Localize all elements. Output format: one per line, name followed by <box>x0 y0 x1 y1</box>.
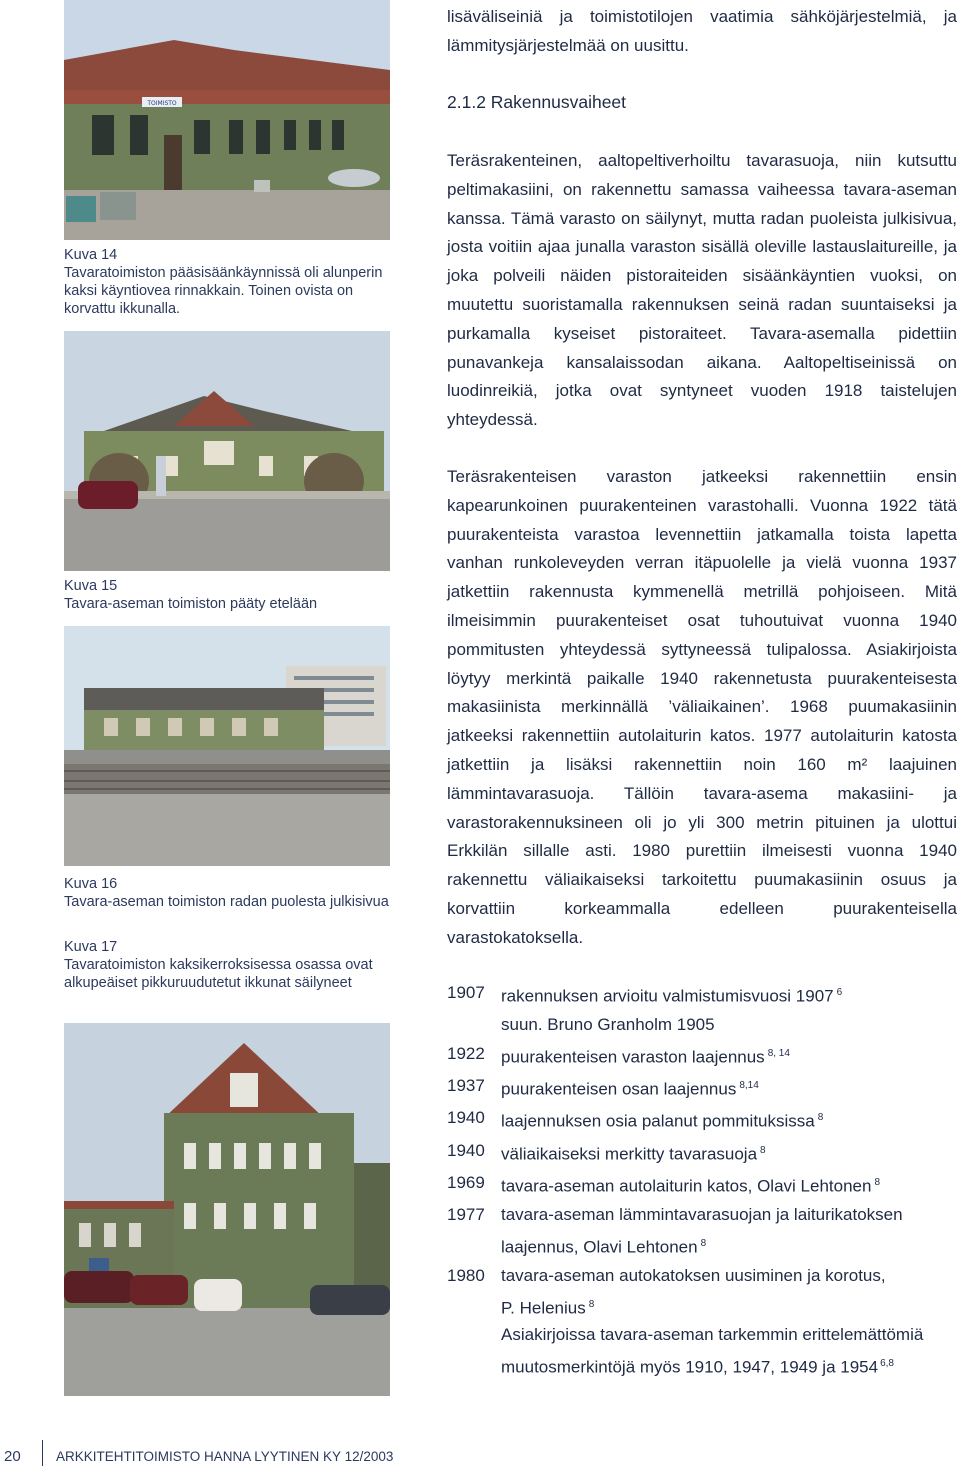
timeline-continuation: suun. Bruno Granholm 1905 <box>501 1015 715 1035</box>
timeline-description: laajennuksen osia palanut pommituksissa <box>501 1112 815 1131</box>
paragraph-2: Teräsrakenteisen varaston jatkeeksi rakennettiin ensin kapearunkoinen puurakenteinen varastohalli. Vuonna 1922 tätä puurakenteista varastoa levennettiin jatkamalla toista lapetta vanhan runkoleveyden verran itäpuolelle ja vielä vuonna 1937 jatkettiin rakennusta kymmenellä metrillä pohjoiseen. Mitä ilmeisimmin puurakenteiset osat tuhoutuivat vuonna 1940 pommitusten yhteydessä syttyneessä tulipalossa. Asiakirjoista löytyy merkintä paikalle 1940 rakennetusta puurakenteisesta makasiinista merkinnällä ’väliaikainen’. 1968 puumakasiinin jatkeeksi rakennettiin autolaiturin katos. 1977 autolaiturin katosta jatkettiin ja lisäksi rakennettiin noin 160 m² laajuinen lämmintavarasuoja. Tällöin tavara-asema makasiini- ja varastorakennuksineen oli jo yli 300 metrin pituinen ja ulottui Erkkilän sillalle asti. 1980 purettiin ilmeisesti vuonna 1940 rakennettu väliaikaiseksi tarkoitettu puumakasiinin osuus ja korvattiin korkeammalla edelleen puurakenteisella varastokatoksella. <box>447 467 957 947</box>
timeline-text <box>501 1072 957 1104</box>
timeline-row <box>447 1040 957 1072</box>
caption-number: Kuva 15 <box>64 578 118 594</box>
photo-sign-text: TOIMISTO <box>147 100 177 107</box>
photo-kuva-16 <box>64 626 390 866</box>
timeline-footnote: 8,14 <box>739 1080 759 1092</box>
page-number: 20 <box>4 1448 21 1465</box>
timeline-text <box>501 1262 957 1323</box>
timeline-row <box>447 1169 957 1201</box>
timeline-description: rakennuksen arvioitu valmistumisvuosi 1907 <box>501 986 834 1006</box>
timeline-year: 1940 <box>447 1108 485 1128</box>
document-note <box>501 1320 960 1382</box>
timeline-text <box>501 1201 957 1262</box>
caption-kuva-16 <box>64 875 390 911</box>
timeline-row <box>447 1104 957 1136</box>
caption-text: Tavaratoimiston kaksikerroksisessa osassa ovat alkupeäiset pikkuruudutetut ikkunat säilyneet <box>64 957 373 991</box>
caption-number: Kuva 16 <box>64 876 118 892</box>
timeline-footnote: 8 <box>588 1298 595 1310</box>
timeline-text <box>501 979 957 1040</box>
paragraph-1: Teräsrakenteinen, aaltopeltiverhoiltu tavarasuoja, niin kutsuttu peltimakasiini, on rakennettu samassa vaiheessa tavara-aseman kanssa. Tämä varasto on säilynyt, mutta radan puoleista julkisivua, josta voitiin ajaa junalla varaston sisällä oleville lastauslaitureille, ja joka polveili näiden pistoraiteiden sisäänkäyntien vuoksi, on muutettu suoristamalla rakennuksen seinä radan suuntaiseksi ja purkamalla kyseiset pistoraiteet. Tavara-asemalla pidettiin punavankeja kansalaissodan aikana. Aaltopeltiseinissä on luodinreikiä, jotka ovat syntyneet vuoden 1918 taistelujen yhteydessä. <box>447 151 957 430</box>
timeline-year: 1977 <box>447 1205 485 1225</box>
note-text: Asiakirjoissa tavara-aseman tarkemmin erittelemättömiä muutosmerkintöjä myös 1910, 1947, 1949 ja 1954 <box>501 1325 924 1377</box>
timeline-row <box>447 1201 957 1262</box>
timeline-row <box>447 979 957 1040</box>
timeline-year: 1980 <box>447 1265 485 1285</box>
timeline-year: 1922 <box>447 1043 485 1063</box>
timeline-footnote: 6 <box>836 987 843 998</box>
timeline-year: 1937 <box>447 1076 485 1096</box>
timeline-year: 1907 <box>447 983 485 1002</box>
timeline-text <box>501 1040 957 1072</box>
footer-organization: ARKKITEHTITOIMISTO HANNA LYYTINEN KY 12/2003 <box>56 1449 394 1464</box>
timeline-footnote: 8 <box>700 1237 707 1249</box>
timeline-row <box>447 1072 957 1104</box>
timeline-footnote: 8 <box>874 1176 881 1188</box>
timeline-footnote: 8 <box>760 1144 766 1156</box>
timeline-year: 1969 <box>447 1172 485 1192</box>
photo-kuva-14 <box>64 0 390 240</box>
photo-kuva-17 <box>64 1023 390 1396</box>
section-heading: 2.1.2 Rakennusvaiheet <box>447 92 627 112</box>
caption-text: Tavara-aseman toimiston radan puolesta julkisivua <box>64 894 389 910</box>
timeline-year: 1940 <box>447 1140 485 1160</box>
caption-number: Kuva 17 <box>64 939 118 955</box>
caption-number: Kuva 14 <box>64 247 118 263</box>
timeline-footnote: 8, 14 <box>767 1047 790 1059</box>
caption-kuva-14 <box>64 246 390 318</box>
timeline-footnote: 8 <box>817 1112 824 1124</box>
caption-text: Tavara-aseman toimiston pääty etelään <box>64 596 318 612</box>
caption-kuva-15 <box>64 577 390 613</box>
timeline-text <box>501 1104 957 1136</box>
timeline-text <box>501 1169 957 1201</box>
timeline-description: tavara-aseman lämmintavarasuojan ja laiturikatoksen <box>501 1205 903 1225</box>
note-footnote: 6,8 <box>880 1358 894 1369</box>
timeline-description: tavara-aseman autolaiturin katos, Olavi Lehtonen <box>501 1176 872 1196</box>
timeline-continuation: P. Helenius <box>501 1298 586 1318</box>
timeline-continuation: laajennus, Olavi Lehtonen <box>501 1237 698 1257</box>
timeline-description: puurakenteisen osan laajennus <box>501 1079 737 1099</box>
timeline-row <box>447 1137 957 1169</box>
caption-text: Tavaratoimiston pääsisäänkäynnissä oli alunperin kaksi käyntiovea rinnakkain. Toinen ovista on korvattu ikkunalla. <box>64 265 383 317</box>
timeline-description: puurakenteisen varaston laajennus <box>501 1047 765 1067</box>
timeline-row <box>447 1262 957 1323</box>
photo-kuva-15 <box>64 331 390 571</box>
timeline-text <box>501 1137 957 1169</box>
timeline-description: tavara-aseman autokatoksen uusiminen ja korotus, <box>501 1265 886 1285</box>
intro-text: lisäväliseiniä ja toimistotilojen vaatimia sähköjärjestelmiä, ja lämmitysjärjestelmää on uusittu. <box>447 7 957 55</box>
timeline-description: väliaikaiseksi merkitty tavarasuoja <box>501 1144 758 1164</box>
timeline <box>447 979 957 1323</box>
caption-kuva-17 <box>64 938 390 992</box>
footer-divider <box>42 1440 43 1466</box>
